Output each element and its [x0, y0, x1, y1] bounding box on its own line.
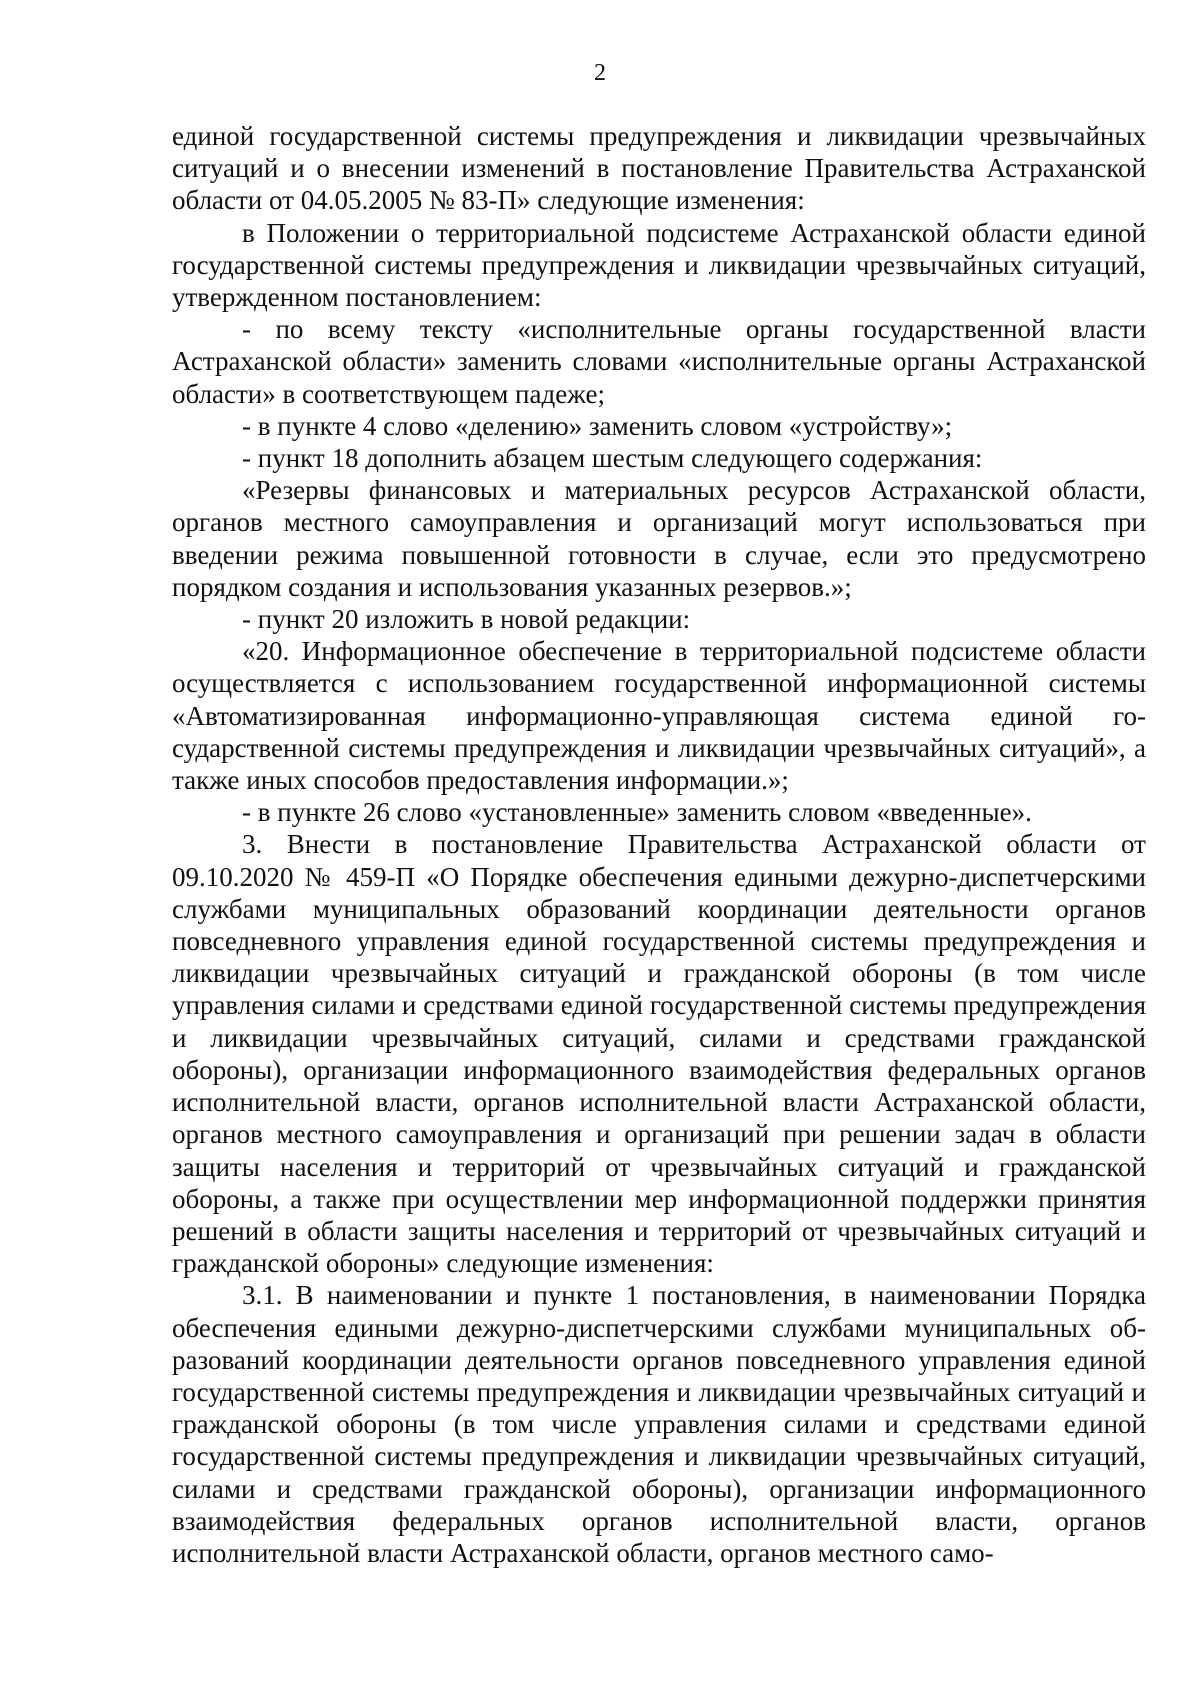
paragraph-1: единой государственной системы предупреждения и ликвидации чрезвычайных ситуаций и о внесении изменений в постановление Правительства Астраханской области от 04.05.2005 № 83-П» следующие изменения:	[172, 121, 1146, 216]
paragraph-7: - пункт 20 изложить в новой редакции:	[242, 604, 691, 635]
page-number: 2	[594, 60, 606, 86]
paragraph-6: «Резервы финансовых и материальных ресурсов Астраханской области, органов местного самоуправления и организаций могут использоваться при введении режима повышенной готовности в случае, если это предусмотрено порядком создания и использования указанных резервов.»;	[172, 475, 1146, 602]
paragraph-3: - по всему тексту «исполнительные органы государственной власти Астраханской области» заменить словами «исполнительные органы Астраханской области» в соответствующем падеже;	[172, 314, 1146, 409]
paragraph-9: - в пункте 26 слово «установленные» заменить словом «введенные».	[242, 797, 1032, 828]
paragraph-10: 3. Внести в постановление Правительства Астраханской области от 09.10.2020 № 459-П «О Порядке обеспечения едиными дежурно-диспетчерскими службами муниципальных образований координации деятельности органов повседневного управления единой государственной системы предупреждения и ликвидации чрезвычайных ситуаций и гражданской обороны (в том числе управления силами и средствами единой государственной системы предупреждения и ликвидации чрезвычайных ситуаций, силами и средствами гражданской обороны), организации информационного взаимодействия федеральных органов исполнительной власти, органов исполнительной власти Астраханской области, органов местного самоуправления и организаций при решении задач в области защиты населения и территорий от чрезвычайных ситуаций и гражданской обороны, а также при осуществлении мер информационной поддержки принятия решений в области защиты населения и территорий от чрезвычайных ситуаций и гражданской обороны» следующие изменения:	[172, 829, 1146, 1279]
paragraph-8: «20. Информационное обеспечение в территориальной подсистеме области осуществляется с использованием государственной информационной системы «Автоматизированная информационно-управляющая система единой государственной системы предупреждения и ликвидации чрезвычайных ситуаций», а также иных способов предоставления информации.»;	[172, 636, 1146, 796]
paragraph-4: - в пункте 4 слово «делению» заменить словом «устройству»;	[242, 410, 953, 441]
paragraph-2: в Положении о территориальной подсистеме Астраханской области единой государственной системы предупреждения и ликвидации чрезвычайных ситуаций, утвержденном постановлением:	[172, 217, 1146, 313]
paragraph-5: - пункт 18 дополнить абзацем шестым следующего содержания:	[242, 443, 983, 474]
paragraph-11: 3.1. В наименовании и пункте 1 постановления, в наименовании Порядка обеспечения едиными дежурно-диспетчерскими службами муниципальных образований координации деятельности органов повседневного управления единой государственной системы предупреждения и ликвидации чрезвычайных ситуаций и гражданской обороны (в том числе управления силами и средствами единой государственной системы предупреждения и ликвидации чрезвычайных ситуаций, силами и средствами гражданской обороны), организации информационного взаимодействия федеральных органов исполнительной власти, органов исполнительной власти Астраханской области, органов местного само-	[172, 1280, 1146, 1568]
document-body	[172, 120, 1146, 1569]
